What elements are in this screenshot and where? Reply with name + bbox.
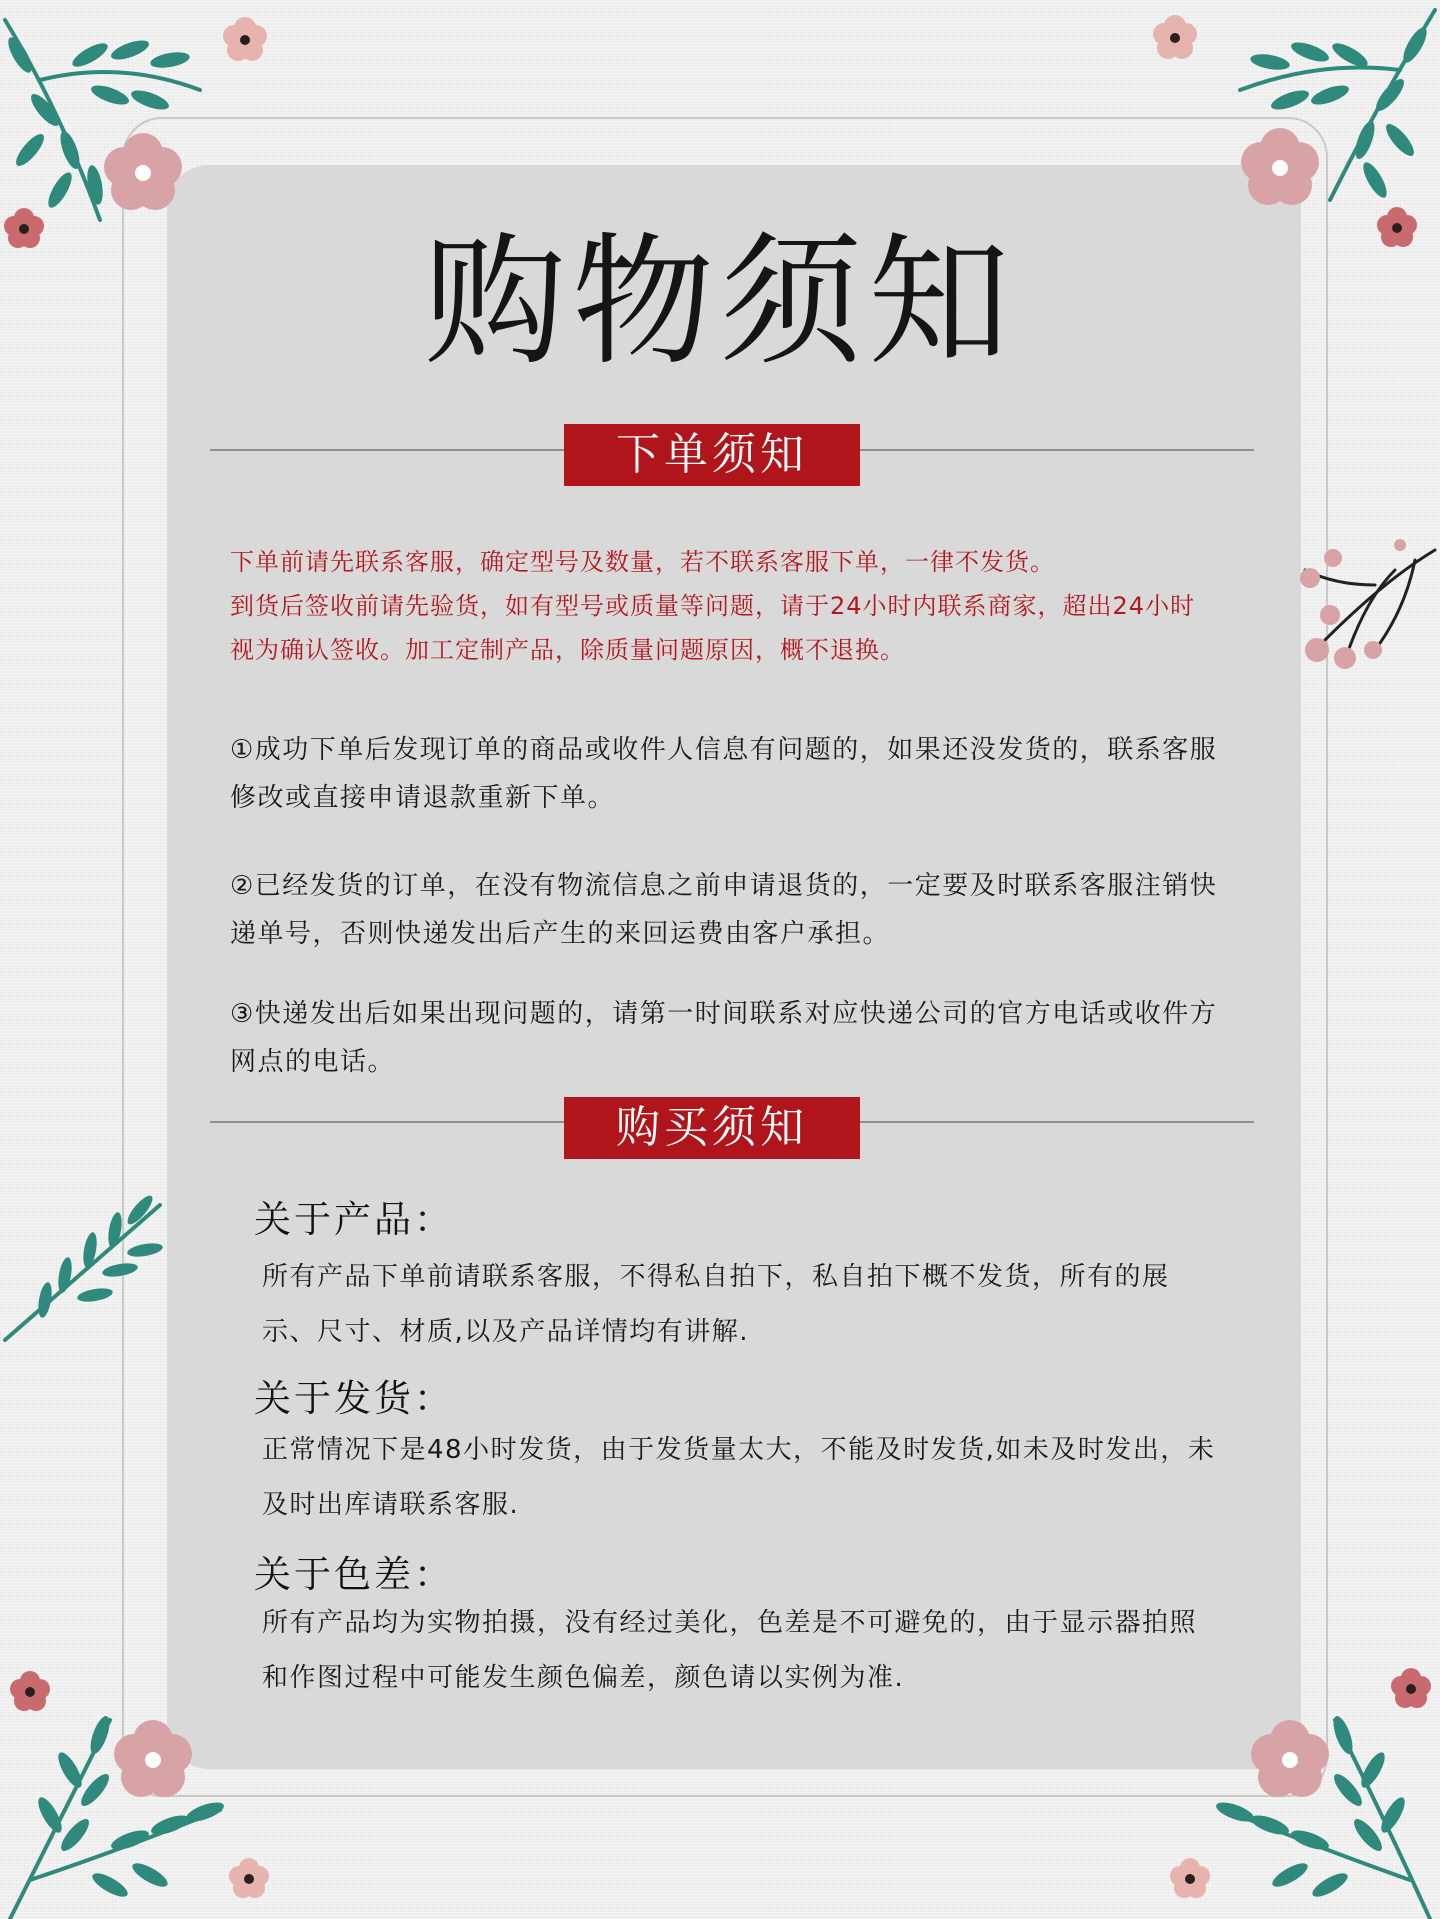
section-heading-shipping: 关于发货： — [254, 1377, 454, 1420]
section-banner-purchase: 购买须知 — [564, 1097, 860, 1159]
order-warning-text — [230, 540, 1270, 672]
small-flower-icon — [225, 1855, 273, 1903]
page-title: 购物须知 — [424, 220, 1016, 385]
berry-branch-icon — [1295, 530, 1440, 680]
order-rule-item: ②已经发货的订单，在没有物流信息之前申请退货的，一定要及时联系客服注销快递单号，否则快递发出后产生的来回运费由客户承担。 — [230, 871, 1218, 949]
warning-line: 视为确认签收。加工定制产品，除质量问题原因，概不退换。 — [230, 636, 905, 664]
section-body-product: 所有产品下单前请联系客服，不得私自拍下，私自拍下概不发货，所有的展示、尺寸、材质,以及产品详情均有讲解. — [262, 1262, 1170, 1347]
leaf-branch-left-icon — [0, 1195, 170, 1355]
small-flower-icon — [1387, 1665, 1435, 1713]
order-rule-item: ③快递发出后如果出现问题的，请第一时间联系对应快递公司的官方电话或收件方网点的电话。 — [230, 999, 1218, 1077]
pink-flower-icon — [110, 1717, 196, 1803]
small-flower-icon — [220, 15, 270, 65]
section-banner-order: 下单须知 — [564, 424, 860, 486]
small-flower-icon — [1166, 1855, 1214, 1903]
small-flower-icon — [6, 1668, 54, 1716]
section-heading-color: 关于色差： — [254, 1553, 454, 1596]
pink-flower-icon — [100, 130, 186, 216]
warning-line: 下单前请先联系客服，确定型号及数量，若不联系客服下单，一律不发货。 — [230, 548, 1055, 576]
small-flower-icon — [1150, 13, 1200, 63]
order-rule-item: ①成功下单后发现订单的商品或收件人信息有问题的，如果还没发货的，联系客服修改或直接申请退款重新下单。 — [230, 735, 1218, 813]
section-heading-product: 关于产品： — [254, 1198, 454, 1241]
pink-flower-icon — [1247, 1717, 1333, 1803]
section-body-shipping: 正常情况下是48小时发货，由于发货量太大，不能及时发货,如未及时发出，未及时出库请联系客服. — [262, 1435, 1216, 1520]
warning-line: 到货后签收前请先验货，如有型号或质量等问题，请于24小时内联系商家，超出24小时 — [230, 592, 1196, 620]
pink-flower-icon — [1237, 125, 1323, 211]
section-body-color: 所有产品均为实物拍摄，没有经过美化，色差是不可避免的，由于显示器拍照和作图过程中可能发生颜色偏差，颜色请以实例为准. — [262, 1608, 1198, 1693]
